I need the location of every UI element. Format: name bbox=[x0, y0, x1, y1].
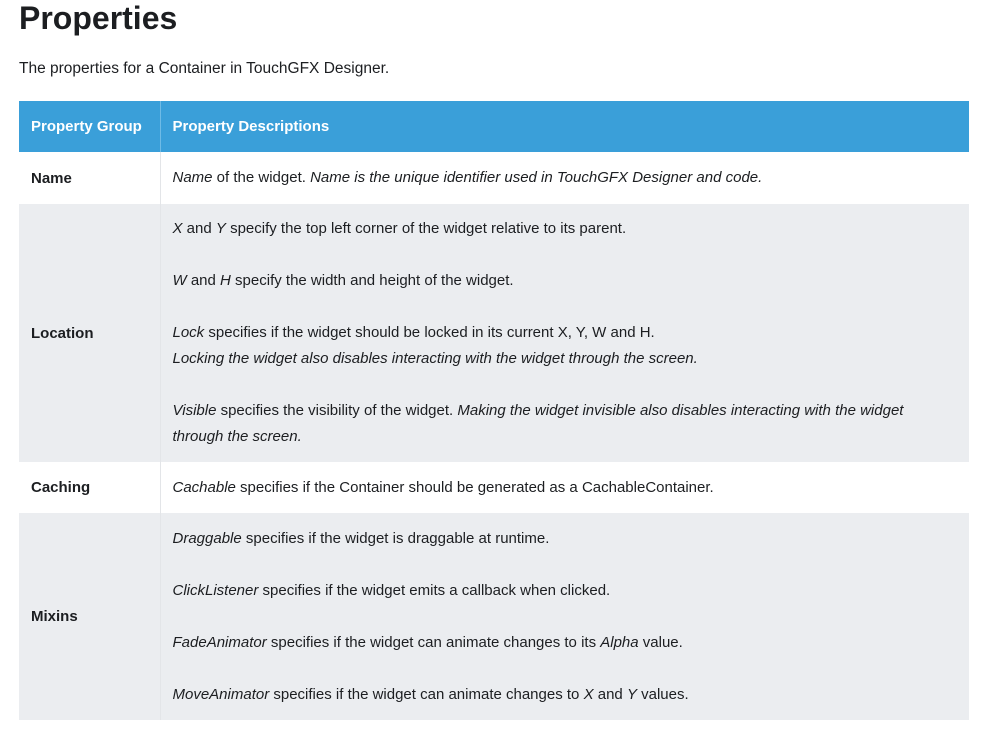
table-header bbox=[19, 101, 969, 152]
italic-text: ClickListener bbox=[172, 581, 259, 599]
properties-table bbox=[19, 101, 969, 720]
text: specifies the visibility of the widget. bbox=[216, 402, 458, 419]
row-description bbox=[160, 204, 969, 462]
row-group-name: Name bbox=[19, 152, 160, 204]
description-paragraph bbox=[173, 475, 958, 501]
page-title: Properties bbox=[19, 0, 178, 36]
italic-text: Cachable bbox=[172, 478, 236, 496]
description-paragraph bbox=[173, 320, 958, 346]
row-description bbox=[160, 513, 969, 720]
italic-text: MoveAnimator bbox=[172, 685, 270, 703]
italic-text: Draggable bbox=[172, 529, 242, 547]
italic-text: Y bbox=[626, 685, 637, 703]
text: specifies if the widget should be locked in its current X, Y, W and H. bbox=[204, 324, 655, 341]
row-group-caching: Caching bbox=[19, 462, 160, 513]
row-group-location: Location bbox=[19, 204, 160, 462]
row-description bbox=[160, 462, 969, 513]
italic-text: Name bbox=[172, 169, 213, 186]
text: specifies if the widget is draggable at runtime. bbox=[241, 529, 550, 547]
table-row bbox=[19, 513, 969, 720]
description-paragraph bbox=[173, 630, 958, 656]
header-property-descriptions: Property Descriptions bbox=[160, 101, 969, 152]
italic-text: Lock bbox=[172, 324, 205, 341]
description-paragraph bbox=[173, 346, 958, 372]
italic-text: W bbox=[172, 272, 187, 289]
text: specifies if the widget can animate changes to its bbox=[266, 633, 601, 651]
text: and bbox=[593, 685, 627, 703]
italic-text: Y bbox=[215, 220, 226, 237]
italic-text: Locking the widget also disables interacting with the widget through the screen. bbox=[172, 350, 698, 367]
header-property-group: Property Group bbox=[19, 101, 160, 152]
description-paragraph bbox=[173, 268, 958, 294]
text: specifies if the Container should be generated as a CachableContainer. bbox=[235, 478, 714, 496]
description-paragraph bbox=[173, 398, 958, 450]
table-row bbox=[19, 462, 969, 513]
table-row bbox=[19, 204, 969, 462]
text: value. bbox=[638, 633, 683, 651]
italic-text: H bbox=[220, 272, 231, 289]
table-row bbox=[19, 152, 969, 204]
text: and bbox=[186, 272, 221, 289]
description-paragraph bbox=[173, 526, 958, 552]
italic-text: FadeAnimator bbox=[172, 633, 267, 651]
italic-text: Name is the unique identifier used in TouchGFX Designer and code. bbox=[310, 169, 763, 186]
table-body bbox=[19, 152, 969, 720]
header-row bbox=[19, 101, 969, 152]
text: of the widget. bbox=[212, 169, 311, 186]
italic-text: X bbox=[583, 685, 594, 703]
text: values. bbox=[636, 685, 689, 703]
intro-text: The properties for a Container in TouchGFX Designer. bbox=[19, 60, 390, 77]
description-paragraph bbox=[173, 165, 958, 191]
description-paragraph bbox=[173, 216, 958, 242]
description-paragraph bbox=[173, 578, 958, 604]
row-description bbox=[160, 152, 969, 204]
text: specifies if the widget can animate changes to bbox=[269, 685, 584, 703]
text: specify the width and height of the widget. bbox=[230, 272, 514, 289]
italic-text: Making the widget invisible also disables interacting with the widget through the screen. bbox=[172, 402, 904, 445]
text: specifies if the widget emits a callback when clicked. bbox=[258, 581, 611, 599]
text: and bbox=[182, 220, 216, 237]
text: specify the top left corner of the widget relative to its parent. bbox=[225, 220, 627, 237]
row-group-mixins: Mixins bbox=[19, 513, 160, 720]
italic-text: Visible bbox=[172, 402, 217, 419]
italic-text: Alpha bbox=[600, 633, 639, 651]
description-paragraph bbox=[173, 682, 958, 708]
italic-text: X bbox=[172, 220, 183, 237]
